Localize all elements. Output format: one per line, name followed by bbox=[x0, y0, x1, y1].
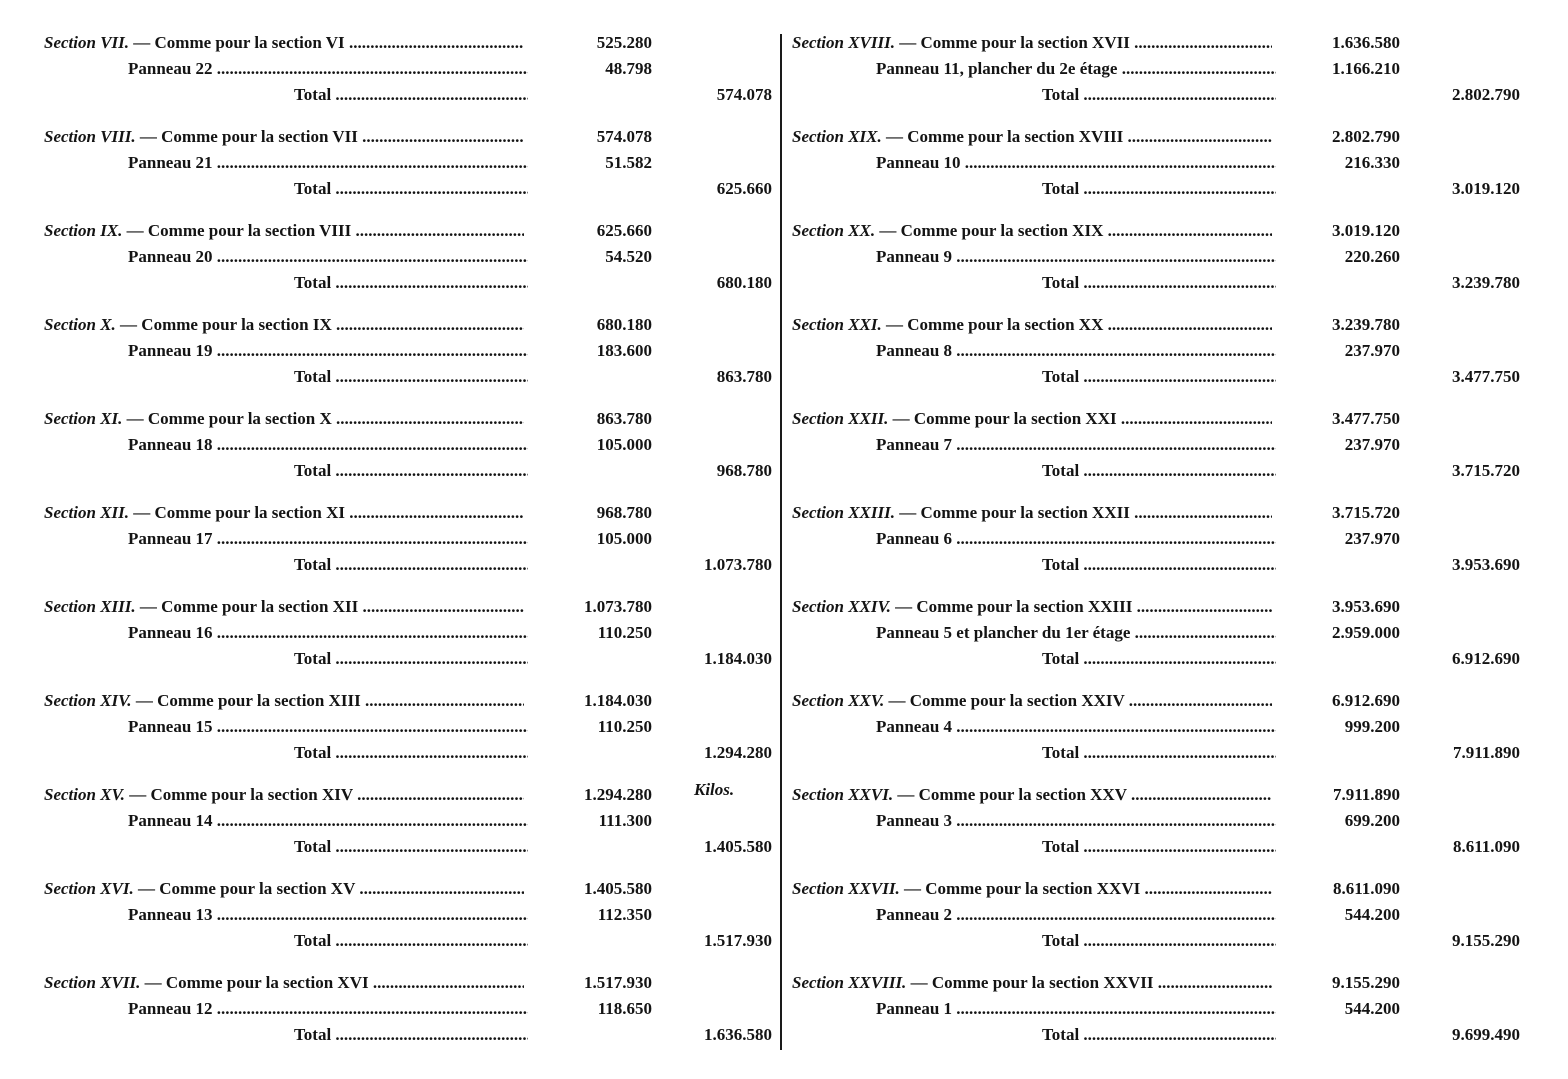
section-block bbox=[790, 30, 1535, 124]
section-heading-line bbox=[44, 688, 524, 714]
panneau-weight: 699.200 bbox=[1344, 811, 1400, 830]
section-comme: — Comme pour la section XVII bbox=[899, 33, 1130, 52]
total-line bbox=[294, 1022, 528, 1048]
panneau-line bbox=[876, 338, 1276, 364]
section-block bbox=[42, 218, 782, 312]
total-weight: 1.073.780 bbox=[704, 555, 772, 574]
section-heading-line bbox=[44, 312, 524, 338]
previous-weight: 2.802.790 bbox=[1332, 127, 1400, 146]
total-line bbox=[1042, 552, 1276, 578]
section-comme: — Comme pour la section XXVI bbox=[903, 879, 1141, 898]
section-heading-line bbox=[44, 970, 524, 996]
section-heading-line bbox=[44, 594, 524, 620]
panneau-label: Panneau 9 bbox=[876, 247, 953, 266]
section-heading-line bbox=[792, 970, 1272, 996]
panneau-label: Panneau 4 bbox=[876, 717, 953, 736]
section-comme: — Comme pour la section XVIII bbox=[886, 127, 1124, 146]
total-label: Total bbox=[294, 931, 332, 950]
total-weight: 1.294.280 bbox=[704, 743, 772, 762]
section-comme: — Comme pour la section XXI bbox=[892, 409, 1117, 428]
section-title: Section XXVIII. bbox=[792, 973, 907, 992]
panneau-line bbox=[128, 150, 528, 176]
section-comme: — Comme pour la section IX bbox=[120, 315, 332, 334]
panneau-label: Panneau 3 bbox=[876, 811, 953, 830]
total-label: Total bbox=[1042, 649, 1080, 668]
total-weight: 680.180 bbox=[716, 273, 772, 292]
total-label: Total bbox=[1042, 461, 1080, 480]
panneau-label: Panneau 13 bbox=[128, 905, 213, 924]
total-label: Total bbox=[1042, 931, 1080, 950]
section-title: Section XVIII. bbox=[792, 33, 895, 52]
section-comme: — Comme pour la section XXV bbox=[897, 785, 1127, 804]
panneau-label: Panneau 20 bbox=[128, 247, 213, 266]
previous-weight: 3.239.780 bbox=[1332, 315, 1400, 334]
section-heading-line bbox=[792, 30, 1272, 56]
panneau-weight: 999.200 bbox=[1344, 717, 1400, 736]
previous-weight: 968.780 bbox=[596, 503, 652, 522]
previous-weight: 3.477.750 bbox=[1332, 409, 1400, 428]
total-weight: 1.184.030 bbox=[704, 649, 772, 668]
panneau-label: Panneau 18 bbox=[128, 435, 213, 454]
section-comme: — Comme pour la section XIX bbox=[879, 221, 1104, 240]
total-weight: 968.780 bbox=[716, 461, 772, 480]
total-weight: 8.611.090 bbox=[1452, 837, 1520, 856]
total-line bbox=[294, 458, 528, 484]
total-line bbox=[294, 740, 528, 766]
total-weight: 3.019.120 bbox=[1452, 179, 1520, 198]
panneau-weight: 237.970 bbox=[1344, 435, 1400, 454]
section-block bbox=[42, 594, 782, 688]
total-label: Total bbox=[1042, 85, 1080, 104]
panneau-line bbox=[876, 150, 1276, 176]
section-heading-line bbox=[792, 876, 1272, 902]
panneau-line bbox=[876, 714, 1276, 740]
total-label: Total bbox=[294, 555, 332, 574]
section-block bbox=[790, 500, 1535, 594]
panneau-weight: 54.520 bbox=[605, 247, 652, 266]
panneau-weight: 237.970 bbox=[1344, 341, 1400, 360]
total-weight: 3.953.690 bbox=[1452, 555, 1520, 574]
total-weight: 3.239.780 bbox=[1452, 273, 1520, 292]
section-title: Section XI. bbox=[44, 409, 123, 428]
section-heading-line bbox=[44, 500, 524, 526]
panneau-label: Panneau 8 bbox=[876, 341, 953, 360]
section-block bbox=[790, 312, 1535, 406]
section-title: Section XXI. bbox=[792, 315, 882, 334]
section-heading-line bbox=[44, 782, 524, 808]
section-heading-line bbox=[44, 30, 524, 56]
panneau-line bbox=[128, 620, 528, 646]
section-title: Section XXII. bbox=[792, 409, 889, 428]
total-weight: 625.660 bbox=[716, 179, 772, 198]
section-heading-line bbox=[792, 688, 1272, 714]
total-label: Total bbox=[1042, 555, 1080, 574]
previous-weight: 3.953.690 bbox=[1332, 597, 1400, 616]
panneau-label: Panneau 16 bbox=[128, 623, 213, 642]
section-title: Section XV. bbox=[44, 785, 125, 804]
panneau-label: Panneau 15 bbox=[128, 717, 213, 736]
panneau-weight: 183.600 bbox=[596, 341, 652, 360]
left-column bbox=[42, 30, 782, 1064]
section-comme: — Comme pour la section XX bbox=[886, 315, 1104, 334]
total-label: Total bbox=[1042, 837, 1080, 856]
section-block bbox=[42, 124, 782, 218]
panneau-label: Panneau 14 bbox=[128, 811, 213, 830]
section-block bbox=[790, 406, 1535, 500]
total-weight: 1.636.580 bbox=[704, 1025, 772, 1044]
panneau-line bbox=[128, 526, 528, 552]
total-label: Total bbox=[294, 461, 332, 480]
section-heading-line bbox=[792, 500, 1272, 526]
previous-weight: 680.180 bbox=[596, 315, 652, 334]
section-comme: — Comme pour la section VII bbox=[139, 127, 358, 146]
section-block bbox=[790, 782, 1535, 876]
section-title: Section XIV. bbox=[44, 691, 132, 710]
panneau-label: Panneau 22 bbox=[128, 59, 213, 78]
total-label: Total bbox=[1042, 273, 1080, 292]
total-label: Total bbox=[294, 85, 332, 104]
panneau-line bbox=[128, 56, 528, 82]
panneau-line bbox=[876, 996, 1276, 1022]
panneau-label: Panneau 21 bbox=[128, 153, 213, 172]
section-comme: — Comme pour la section XXIII bbox=[895, 597, 1133, 616]
section-title: Section XXIV. bbox=[792, 597, 891, 616]
previous-weight: 625.660 bbox=[596, 221, 652, 240]
panneau-label: Panneau 12 bbox=[128, 999, 213, 1018]
section-heading-line bbox=[44, 124, 524, 150]
panneau-label: Panneau 5 et plancher du 1er étage bbox=[876, 623, 1131, 642]
panneau-line bbox=[128, 244, 528, 270]
section-block bbox=[42, 500, 782, 594]
panneau-label: Panneau 10 bbox=[876, 153, 961, 172]
section-block bbox=[790, 594, 1535, 688]
section-title: Section XX. bbox=[792, 221, 876, 240]
section-block bbox=[42, 30, 782, 124]
panneau-weight: 105.000 bbox=[596, 435, 652, 454]
total-line bbox=[294, 270, 528, 296]
total-weight: 7.911.890 bbox=[1452, 743, 1520, 762]
section-comme: — Comme pour la section XXII bbox=[899, 503, 1130, 522]
total-weight: 3.715.720 bbox=[1452, 461, 1520, 480]
previous-weight: 1.184.030 bbox=[584, 691, 652, 710]
section-title: Section XIX. bbox=[792, 127, 882, 146]
total-line bbox=[294, 834, 528, 860]
total-line bbox=[1042, 740, 1276, 766]
panneau-line bbox=[876, 902, 1276, 928]
section-heading-line bbox=[44, 406, 524, 432]
total-weight: 2.802.790 bbox=[1452, 85, 1520, 104]
previous-weight: 525.280 bbox=[596, 33, 652, 52]
total-label: Total bbox=[294, 743, 332, 762]
previous-weight: 9.155.290 bbox=[1332, 973, 1400, 992]
panneau-line bbox=[128, 432, 528, 458]
total-line bbox=[294, 646, 528, 672]
panneau-label: Panneau 19 bbox=[128, 341, 213, 360]
total-line bbox=[1042, 1022, 1276, 1048]
total-label: Total bbox=[1042, 367, 1080, 386]
section-title: Section XXIII. bbox=[792, 503, 895, 522]
section-block bbox=[790, 124, 1535, 218]
previous-weight: 1.294.280 bbox=[584, 785, 652, 804]
section-block bbox=[42, 406, 782, 500]
section-title: Section XVI. bbox=[44, 879, 134, 898]
section-title: Section IX. bbox=[44, 221, 123, 240]
panneau-line bbox=[876, 56, 1276, 82]
panneau-line bbox=[876, 808, 1276, 834]
panneau-weight: 48.798 bbox=[605, 59, 652, 78]
panneau-label: Panneau 2 bbox=[876, 905, 953, 924]
section-block bbox=[42, 688, 782, 782]
total-label: Total bbox=[294, 273, 332, 292]
section-comme: — Comme pour la section XI bbox=[133, 503, 345, 522]
panneau-weight: 544.200 bbox=[1344, 905, 1400, 924]
total-label: Total bbox=[1042, 179, 1080, 198]
right-column bbox=[790, 30, 1535, 1064]
panneau-label: Panneau 6 bbox=[876, 529, 953, 548]
section-comme: — Comme pour la section VIII bbox=[126, 221, 352, 240]
total-label: Total bbox=[294, 179, 332, 198]
panneau-line bbox=[128, 996, 528, 1022]
section-heading-line bbox=[44, 218, 524, 244]
section-comme: — Comme pour la section XXVII bbox=[910, 973, 1154, 992]
panneau-line bbox=[876, 620, 1276, 646]
total-line bbox=[294, 364, 528, 390]
panneau-weight: 2.959.000 bbox=[1332, 623, 1400, 642]
previous-weight: 8.611.090 bbox=[1332, 879, 1400, 898]
panneau-label: Panneau 11, plancher du 2e étage bbox=[876, 59, 1118, 78]
previous-weight: 3.019.120 bbox=[1332, 221, 1400, 240]
total-line bbox=[1042, 364, 1276, 390]
total-weight: 3.477.750 bbox=[1452, 367, 1520, 386]
section-title: Section X. bbox=[44, 315, 116, 334]
section-block bbox=[42, 782, 782, 876]
previous-weight: 1.636.580 bbox=[1332, 33, 1400, 52]
section-comme: — Comme pour la section VI bbox=[133, 33, 345, 52]
column-divider bbox=[780, 34, 782, 1050]
total-weight: 1.405.580 bbox=[704, 837, 772, 856]
section-comme: — Comme pour la section XIV bbox=[129, 785, 353, 804]
total-line bbox=[294, 176, 528, 202]
total-line bbox=[1042, 270, 1276, 296]
total-line bbox=[1042, 928, 1276, 954]
total-weight: 6.912.690 bbox=[1452, 649, 1520, 668]
section-title: Section XII. bbox=[44, 503, 130, 522]
total-line bbox=[294, 82, 528, 108]
total-label: Total bbox=[1042, 1025, 1080, 1044]
panneau-weight: 51.582 bbox=[605, 153, 652, 172]
total-line bbox=[1042, 82, 1276, 108]
section-comme: — Comme pour la section XII bbox=[139, 597, 359, 616]
panneau-label: Panneau 1 bbox=[876, 999, 953, 1018]
total-line bbox=[1042, 646, 1276, 672]
section-block bbox=[790, 218, 1535, 312]
previous-weight: 6.912.690 bbox=[1332, 691, 1400, 710]
panneau-weight: 118.650 bbox=[597, 999, 652, 1018]
kilos-unit-label: Kilos. bbox=[694, 780, 735, 799]
section-block bbox=[790, 970, 1535, 1064]
previous-weight: 7.911.890 bbox=[1332, 785, 1400, 804]
panneau-weight: 110.250 bbox=[597, 623, 652, 642]
section-title: Section XXVII. bbox=[792, 879, 900, 898]
total-line bbox=[294, 928, 528, 954]
panneau-line bbox=[876, 432, 1276, 458]
panneau-line bbox=[876, 526, 1276, 552]
panneau-weight: 105.000 bbox=[596, 529, 652, 548]
previous-weight: 3.715.720 bbox=[1332, 503, 1400, 522]
panneau-weight: 111.300 bbox=[598, 811, 652, 830]
previous-weight: 863.780 bbox=[596, 409, 652, 428]
right-section-list bbox=[790, 30, 1535, 1064]
section-heading-line bbox=[792, 406, 1272, 432]
total-label: Total bbox=[1042, 743, 1080, 762]
section-block bbox=[42, 312, 782, 406]
panneau-weight: 1.166.210 bbox=[1332, 59, 1400, 78]
total-weight: 9.699.490 bbox=[1452, 1025, 1520, 1044]
total-line bbox=[1042, 176, 1276, 202]
panneau-weight: 110.250 bbox=[597, 717, 652, 736]
section-block bbox=[790, 688, 1535, 782]
section-title: Section XXV. bbox=[792, 691, 885, 710]
panneau-label: Panneau 7 bbox=[876, 435, 953, 454]
section-title: Section XVII. bbox=[44, 973, 141, 992]
panneau-weight: 216.330 bbox=[1344, 153, 1400, 172]
section-block bbox=[42, 876, 782, 970]
section-comme: — Comme pour la section XV bbox=[138, 879, 356, 898]
total-line bbox=[294, 552, 528, 578]
section-block bbox=[790, 876, 1535, 970]
section-heading-line bbox=[44, 876, 524, 902]
section-heading-line bbox=[792, 124, 1272, 150]
section-heading-line bbox=[792, 782, 1272, 808]
total-weight: 863.780 bbox=[716, 367, 772, 386]
total-label: Total bbox=[294, 837, 332, 856]
section-title: Section VIII. bbox=[44, 127, 136, 146]
panneau-line bbox=[128, 808, 528, 834]
section-title: Section XXVI. bbox=[792, 785, 894, 804]
panneau-line bbox=[128, 714, 528, 740]
left-section-list bbox=[42, 30, 782, 1064]
panneau-line bbox=[128, 338, 528, 364]
previous-weight: 1.073.780 bbox=[584, 597, 652, 616]
section-heading-line bbox=[792, 594, 1272, 620]
section-heading-line bbox=[792, 312, 1272, 338]
total-weight: 9.155.290 bbox=[1452, 931, 1520, 950]
section-heading-line bbox=[792, 218, 1272, 244]
section-title: Section XIII. bbox=[44, 597, 136, 616]
section-comme: — Comme pour la section XIII bbox=[135, 691, 361, 710]
panneau-weight: 220.260 bbox=[1344, 247, 1400, 266]
panneau-line bbox=[128, 902, 528, 928]
previous-weight: 1.517.930 bbox=[584, 973, 652, 992]
panneau-weight: 544.200 bbox=[1344, 999, 1400, 1018]
total-label: Total bbox=[294, 367, 332, 386]
panneau-weight: 237.970 bbox=[1344, 529, 1400, 548]
panneau-line bbox=[876, 244, 1276, 270]
total-weight: 574.078 bbox=[716, 85, 772, 104]
section-comme: — Comme pour la section X bbox=[126, 409, 332, 428]
total-label: Total bbox=[294, 1025, 332, 1044]
total-line bbox=[1042, 834, 1276, 860]
section-block bbox=[42, 970, 782, 1064]
previous-weight: 1.405.580 bbox=[584, 879, 652, 898]
panneau-weight: 112.350 bbox=[597, 905, 652, 924]
total-label: Total bbox=[294, 649, 332, 668]
previous-weight: 574.078 bbox=[596, 127, 652, 146]
section-title: Section VII. bbox=[44, 33, 130, 52]
total-weight: 1.517.930 bbox=[704, 931, 772, 950]
panneau-label: Panneau 17 bbox=[128, 529, 213, 548]
total-line bbox=[1042, 458, 1276, 484]
section-comme: — Comme pour la section XXIV bbox=[888, 691, 1125, 710]
section-comme: — Comme pour la section XVI bbox=[144, 973, 369, 992]
